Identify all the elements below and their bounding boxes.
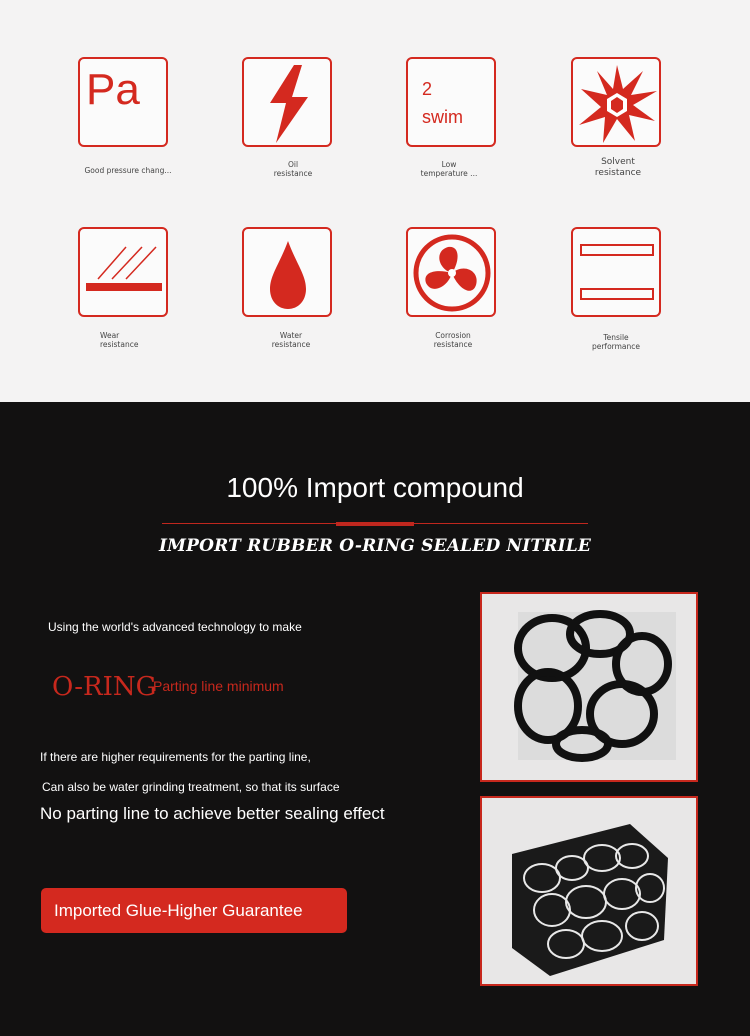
section-subtitle: IMPORT RUBBER O-RING SEALED NITRILE bbox=[158, 536, 592, 556]
swim-icon bbox=[406, 57, 496, 147]
water-drop-icon bbox=[242, 227, 332, 317]
tensile-bars-icon bbox=[571, 227, 661, 317]
swim-word: swim bbox=[422, 107, 463, 127]
title-divider-accent bbox=[336, 522, 414, 526]
detail-line-3: No parting line to achieve better sealing effect bbox=[40, 804, 385, 823]
caption-wear: Wear resistance bbox=[100, 331, 139, 349]
parting-text: Parting line minimum bbox=[153, 678, 284, 694]
swim-number: 2 bbox=[422, 79, 433, 99]
caption-corrosion: Corrosion resistance bbox=[433, 331, 473, 349]
caption-solvent: Solvent resistance bbox=[594, 157, 642, 178]
product-section bbox=[0, 402, 750, 1036]
caption-tensile: Tensile performance bbox=[591, 333, 641, 351]
fan-icon bbox=[406, 227, 496, 317]
pa-icon bbox=[78, 57, 168, 147]
oring-heading: O-RING bbox=[52, 672, 157, 702]
detail-line-1: If there are higher requirements for the parting line, bbox=[40, 750, 311, 764]
intro-line: Using the world's advanced technology to make bbox=[48, 620, 302, 634]
lightning-icon bbox=[242, 57, 332, 147]
guarantee-button[interactable]: Imported Glue-Higher Guarantee bbox=[41, 888, 347, 933]
detail-line-2: Can also be water grinding treatment, so that its surface bbox=[42, 780, 340, 794]
pa-text: Pa bbox=[86, 65, 140, 114]
caption-low-temp: Low temperature ... bbox=[420, 160, 478, 178]
wear-lines-icon bbox=[78, 227, 168, 317]
features-panel bbox=[0, 0, 750, 402]
section-title: 100% Import compound bbox=[226, 472, 524, 503]
orings-photo-1 bbox=[480, 592, 698, 782]
burst-icon bbox=[571, 57, 661, 147]
caption-water: Water resistance bbox=[271, 331, 311, 349]
orings-photo-2 bbox=[480, 796, 698, 986]
caption-pressure: Good pressure chang... bbox=[84, 166, 172, 175]
caption-oil: Oil resistance bbox=[273, 160, 313, 178]
